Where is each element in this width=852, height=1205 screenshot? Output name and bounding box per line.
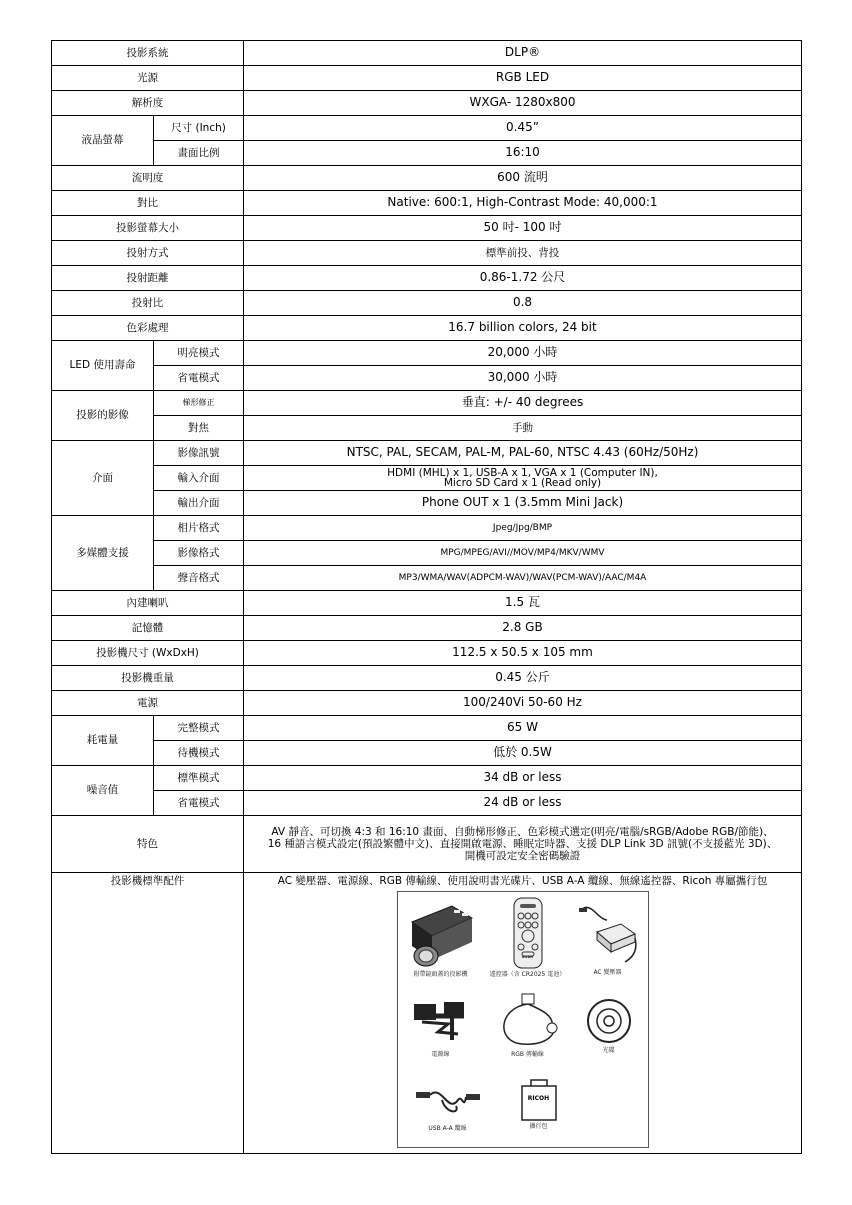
table-row: [52, 791, 802, 816]
adapter-item: [570, 902, 646, 977]
table-row: [52, 491, 802, 516]
table-row: [52, 341, 802, 366]
row-label: 記憶體: [52, 616, 244, 641]
table-row: [52, 216, 802, 241]
row-value: 600 流明: [244, 166, 802, 191]
table-row: [52, 516, 802, 541]
row-value: MPG/MPEG/AVI//MOV/MP4/MKV/WMV: [244, 541, 802, 566]
accessories-value: [244, 873, 802, 1154]
row-value: 低於 0.5W: [244, 741, 802, 766]
sub-label: 聲音格式: [154, 566, 244, 591]
table-row: [52, 616, 802, 641]
row-value: 112.5 x 50.5 x 105 mm: [244, 641, 802, 666]
table-row: [52, 741, 802, 766]
sub-label: 尺寸 (Inch): [154, 116, 244, 141]
table-row: [52, 416, 802, 441]
sub-label: 明亮模式: [154, 341, 244, 366]
row-value: MP3/WMA/WAV(ADPCM-WAV)/WAV(PCM-WAV)/AAC/M4A: [244, 566, 802, 591]
row-value: 0.45 公斤: [244, 666, 802, 691]
table-row: [52, 291, 802, 316]
row-label: 內建喇叭: [52, 591, 244, 616]
row-label: 投射方式: [52, 241, 244, 266]
table-row: [52, 66, 802, 91]
cd-icon: [585, 996, 633, 1046]
table-row: [52, 466, 802, 491]
projector-icon: [406, 898, 476, 970]
sub-label: 畫面比例: [154, 141, 244, 166]
table-row: [52, 266, 802, 291]
rgb-cable-caption: RGB 傳輸線: [511, 1051, 544, 1059]
sub-label: 標準模式: [154, 766, 244, 791]
row-value: NTSC, PAL, SECAM, PAL-M, PAL-60, NTSC 4.43 (60Hz/50Hz): [244, 441, 802, 466]
sub-label: 省電模式: [154, 791, 244, 816]
input-line-1: HDMI (MHL) x 1, USB-A x 1, VGA x 1 (Computer IN),: [387, 466, 658, 479]
feature-line-1: AV 靜音、可切換 4:3 和 16:10 畫面、自動梯形修正、色彩模式選定(明亮/電腦/sRGB/Adobe RGB/節能)、: [271, 825, 774, 838]
row-label: 投影機重量: [52, 666, 244, 691]
sub-label: 待機模式: [154, 741, 244, 766]
sub-label: 影像訊號: [154, 441, 244, 466]
row-value: RGB LED: [244, 66, 802, 91]
row-value: 手動: [244, 416, 802, 441]
table-row: [52, 691, 802, 716]
table-row: [52, 873, 802, 1154]
sub-label: 影像格式: [154, 541, 244, 566]
table-row: [52, 41, 802, 66]
row-value: 0.45”: [244, 116, 802, 141]
table-row: [52, 541, 802, 566]
input-line-2: Micro SD Card x 1 (Read only): [443, 477, 602, 489]
table-row: [52, 316, 802, 341]
rgb-cable-item: [486, 992, 570, 1059]
table-row: [52, 116, 802, 141]
table-row: [52, 641, 802, 666]
row-label: 對比: [52, 191, 244, 216]
row-label: 投影機尺寸 (WxDxH): [52, 641, 244, 666]
projector-caption: 附帶鏡頭蓋的投影機: [413, 971, 468, 979]
sub-label: 梯形修正: [154, 391, 244, 416]
table-row: [52, 591, 802, 616]
row-value: 100/240Vi 50-60 Hz: [244, 691, 802, 716]
table-row: [52, 191, 802, 216]
table-row: [52, 566, 802, 591]
sub-label: 對焦: [154, 416, 244, 441]
bag-icon: [519, 1076, 559, 1122]
table-row: [52, 766, 802, 791]
bag-logo: RICOH: [527, 1095, 550, 1103]
row-label: 特色: [52, 816, 244, 873]
feature-line-3: 開機可設定安全密碼驗證: [464, 850, 581, 863]
row-value: 20,000 小時: [244, 341, 802, 366]
group-label: 投影的影像: [52, 391, 154, 441]
table-row: [52, 391, 802, 416]
table-row: [52, 91, 802, 116]
row-value: Jpeg/Jpg/BMP: [244, 516, 802, 541]
row-value: 垂直: +/- 40 degrees: [244, 391, 802, 416]
row-value: Phone OUT x 1 (3.5mm Mini Jack): [244, 491, 802, 516]
table-row: [52, 666, 802, 691]
sub-label: 完整模式: [154, 716, 244, 741]
spec-table: [51, 40, 802, 1154]
cd-item: [574, 996, 644, 1055]
bag-item: [504, 1076, 574, 1131]
row-label: 解析度: [52, 91, 244, 116]
group-label: 耗電量: [52, 716, 154, 766]
feature-line-2: 16 種語言模式設定(預設繁體中文)、直接開啟電源、睡眠定時器、支援 DLP Link 3D 訊號(不支援藍光 3D)、: [267, 837, 778, 850]
usb-cable-icon: [412, 1080, 484, 1124]
accessories-illustration: [397, 891, 649, 1148]
power-cord-item: [400, 992, 482, 1059]
row-label: 投射比: [52, 291, 244, 316]
row-value: 65 W: [244, 716, 802, 741]
accessories-text: AC 變壓器、電源線、RGB 傳輸線、使用說明書光碟片、USB A-A 纜線、無線遙控器、Ricoh 專屬攜行包: [277, 875, 768, 887]
row-label: 色彩處理: [52, 316, 244, 341]
group-label: 介面: [52, 441, 154, 516]
sub-label: 輸入介面: [154, 466, 244, 491]
group-label: 多媒體支援: [52, 516, 154, 591]
row-value: 30,000 小時: [244, 366, 802, 391]
row-value: WXGA- 1280x800: [244, 91, 802, 116]
remote-caption: 遙控器（含 CR2025 電池）: [489, 971, 566, 979]
remote-logo: RICOH: [522, 955, 533, 960]
row-value: 34 dB or less: [244, 766, 802, 791]
row-value: 16.7 billion colors, 24 bit: [244, 316, 802, 341]
row-label: 光源: [52, 66, 244, 91]
power-cord-caption: 電源線: [431, 1051, 450, 1059]
row-value: 50 吋- 100 吋: [244, 216, 802, 241]
group-label: LED 使用壽命: [52, 341, 154, 391]
row-value: 0.86-1.72 公尺: [244, 266, 802, 291]
sub-label: 省電模式: [154, 366, 244, 391]
sub-label: 相片格式: [154, 516, 244, 541]
group-label: 噪音值: [52, 766, 154, 816]
table-row: [52, 141, 802, 166]
row-label: 電源: [52, 691, 244, 716]
rgb-cable-icon: [492, 992, 564, 1050]
remote-item: [488, 896, 568, 979]
table-row: [52, 716, 802, 741]
projector-item: [400, 898, 482, 979]
row-value: 1.5 瓦: [244, 591, 802, 616]
row-label: 投影螢幕大小: [52, 216, 244, 241]
row-value: 標準前投、背投: [244, 241, 802, 266]
usb-cable-caption: USB A-A 纜線: [428, 1125, 467, 1133]
bag-caption: 攜行包: [529, 1123, 548, 1131]
power-cord-icon: [408, 992, 474, 1050]
ac-adapter-icon: [577, 902, 639, 968]
row-value: DLP®: [244, 41, 802, 66]
row-value: 16:10: [244, 141, 802, 166]
sub-label: 輸出介面: [154, 491, 244, 516]
group-label: 液晶螢幕: [52, 116, 154, 166]
usb-cable-item: [400, 1080, 496, 1133]
row-label: 投射距離: [52, 266, 244, 291]
table-row: [52, 241, 802, 266]
row-label: 投影機標準配件: [52, 873, 244, 1154]
row-label: 投影系統: [52, 41, 244, 66]
table-row: [52, 366, 802, 391]
table-row: [52, 816, 802, 873]
row-value: 0.8: [244, 291, 802, 316]
adapter-caption: AC 變壓器: [593, 969, 622, 977]
row-value: Native: 600:1, High-Contrast Mode: 40,000:1: [244, 191, 802, 216]
row-value: 24 dB or less: [244, 791, 802, 816]
table-row: [52, 166, 802, 191]
row-value: 2.8 GB: [244, 616, 802, 641]
row-value: [244, 466, 802, 491]
cd-caption: 光碟: [602, 1047, 615, 1055]
table-row: [52, 441, 802, 466]
features-value: [244, 816, 802, 873]
row-label: 流明度: [52, 166, 244, 191]
